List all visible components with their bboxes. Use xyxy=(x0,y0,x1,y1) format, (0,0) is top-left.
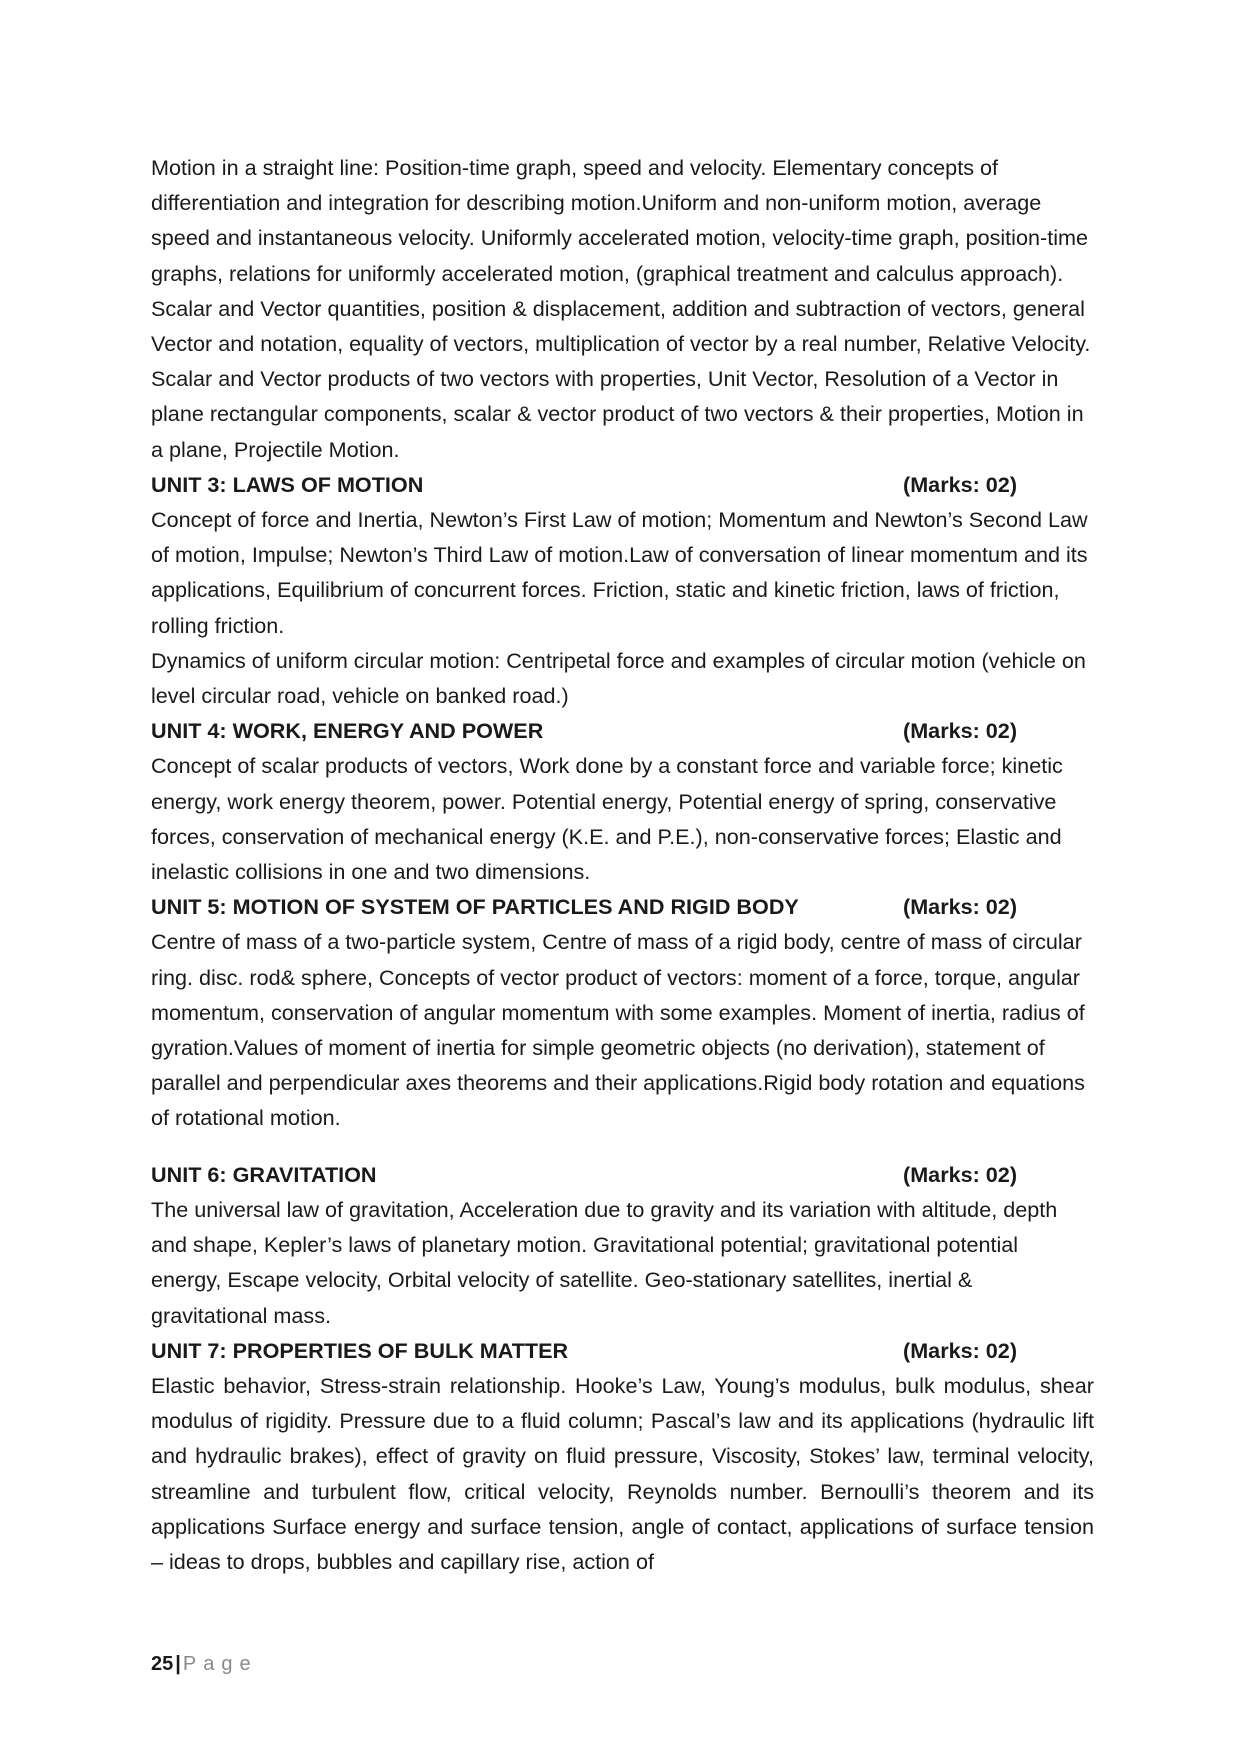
page-number: 25 xyxy=(151,1653,174,1675)
unit-6-heading xyxy=(151,1157,1094,1192)
unit-3-heading xyxy=(151,467,1094,502)
unit-7-heading xyxy=(151,1333,1094,1368)
page-label: Page xyxy=(182,1653,258,1675)
unit-5-body: Centre of mass of a two-particle system, Centre of mass of a rigid body, centre of mass of circular ring. disc. rod& sphere, Concepts of vector product of vectors: moment of a force, torque, angular momentum, conservation of angular momentum with some examples. Moment of inertia, radius of gyration.Values of moment of inertia for simple geometric objects (no derivation), statement of parallel and perpendicular axes theorems and their applications.Rigid body rotation and equations of rotational motion. xyxy=(151,929,1085,1131)
unit-3-body-2: Dynamics of uniform circular motion: Centripetal force and examples of circular motion (vehicle on level circular road, vehicle on banked road.) xyxy=(151,647,1086,709)
unit-6-body: The universal law of gravitation, Acceleration due to gravity and its variation with altitude, depth and shape, Kepler’s laws of planetary motion. Gravitational potential; gravitational potential energy, Escape velocity, Orbital velocity of satellite. Geo-stationary satellites, inertial & gravitational mass. xyxy=(151,1196,1058,1328)
unit-marks: (Marks: 02) xyxy=(903,471,1018,497)
unit-3-body: Concept of force and Inertia, Newton’s First Law of motion; Momentum and Newton’s Second Law of motion, Impulse; Newton’s Third Law of motion.Law of conversation of linear momentum and its applications, Equilibrium of concurrent forces. Friction, static and kinetic friction, laws of friction, rolling friction. xyxy=(151,507,1088,638)
document-page xyxy=(151,150,1094,1579)
footer-separator: | xyxy=(175,1653,181,1675)
page-footer xyxy=(151,1650,258,1678)
unit-marks: (Marks: 02) xyxy=(903,1337,1018,1363)
unit-7-body: Elastic behavior, Stress-strain relationship. Hooke’s Law, Young’s modulus, bulk modulus, shear modulus of rigidity. Pressure due to a fluid column; Pascal’s law and its applications (hydraulic lift and hydraulic brakes), effect of gravity on fluid pressure, Viscosity, Stokes’ law, terminal velocity, streamline and turbulent flow, critical velocity, Reynolds number. Bernoulli’s theorem and its applications Surface energy and surface tension, angle of contact, applications of surface tension – ideas to drops, bubbles and capillary rise, action of xyxy=(151,1372,1094,1574)
unit-title: UNIT 4: WORK, ENERGY AND POWER xyxy=(151,718,544,744)
unit-title: UNIT 6: GRAVITATION xyxy=(151,1161,377,1187)
unit-marks: (Marks: 02) xyxy=(903,1161,1018,1187)
unit-title: UNIT 3: LAWS OF MOTION xyxy=(151,471,424,497)
unit-title: UNIT 5: MOTION OF SYSTEM OF PARTICLES AND RIGID BODY xyxy=(151,894,799,920)
section-spacer xyxy=(151,1136,1094,1157)
unit-4-body: Concept of scalar products of vectors, Work done by a constant force and variable force; kinetic energy, work energy theorem, power. Potential energy, Potential energy of spring, conservative forces, conservation of mechanical energy (K.E. and P.E.), non-conservative forces; Elastic and inelastic collisions in one and two dimensions. xyxy=(151,753,1063,885)
unit-2-body: Motion in a straight line: Position-time graph, speed and velocity. Elementary concepts of differentiation and integration for describing motion.Uniform and non-uniform motion, average speed and instantaneous velocity. Uniformly accelerated motion, velocity-time graph, position-time graphs, relations for uniformly accelerated motion, (graphical treatment and calculus approach). Scalar and Vector quantities, position & displacement, addition and subtraction of vectors, general Vector and notation, equality of vectors, multiplication of vector by a real number, Relative Velocity. Scalar and Vector products of two vectors with properties, Unit Vector, Resolution of a Vector in plane rectangular components, scalar & vector product of two vectors & their properties, Motion in a plane, Projectile Motion. xyxy=(151,155,1091,462)
unit-title: UNIT 7: PROPERTIES OF BULK MATTER xyxy=(151,1337,569,1363)
unit-marks: (Marks: 02) xyxy=(903,718,1018,744)
unit-marks: (Marks: 02) xyxy=(903,894,1018,920)
unit-4-heading xyxy=(151,713,1094,748)
unit-5-heading xyxy=(151,889,1094,924)
